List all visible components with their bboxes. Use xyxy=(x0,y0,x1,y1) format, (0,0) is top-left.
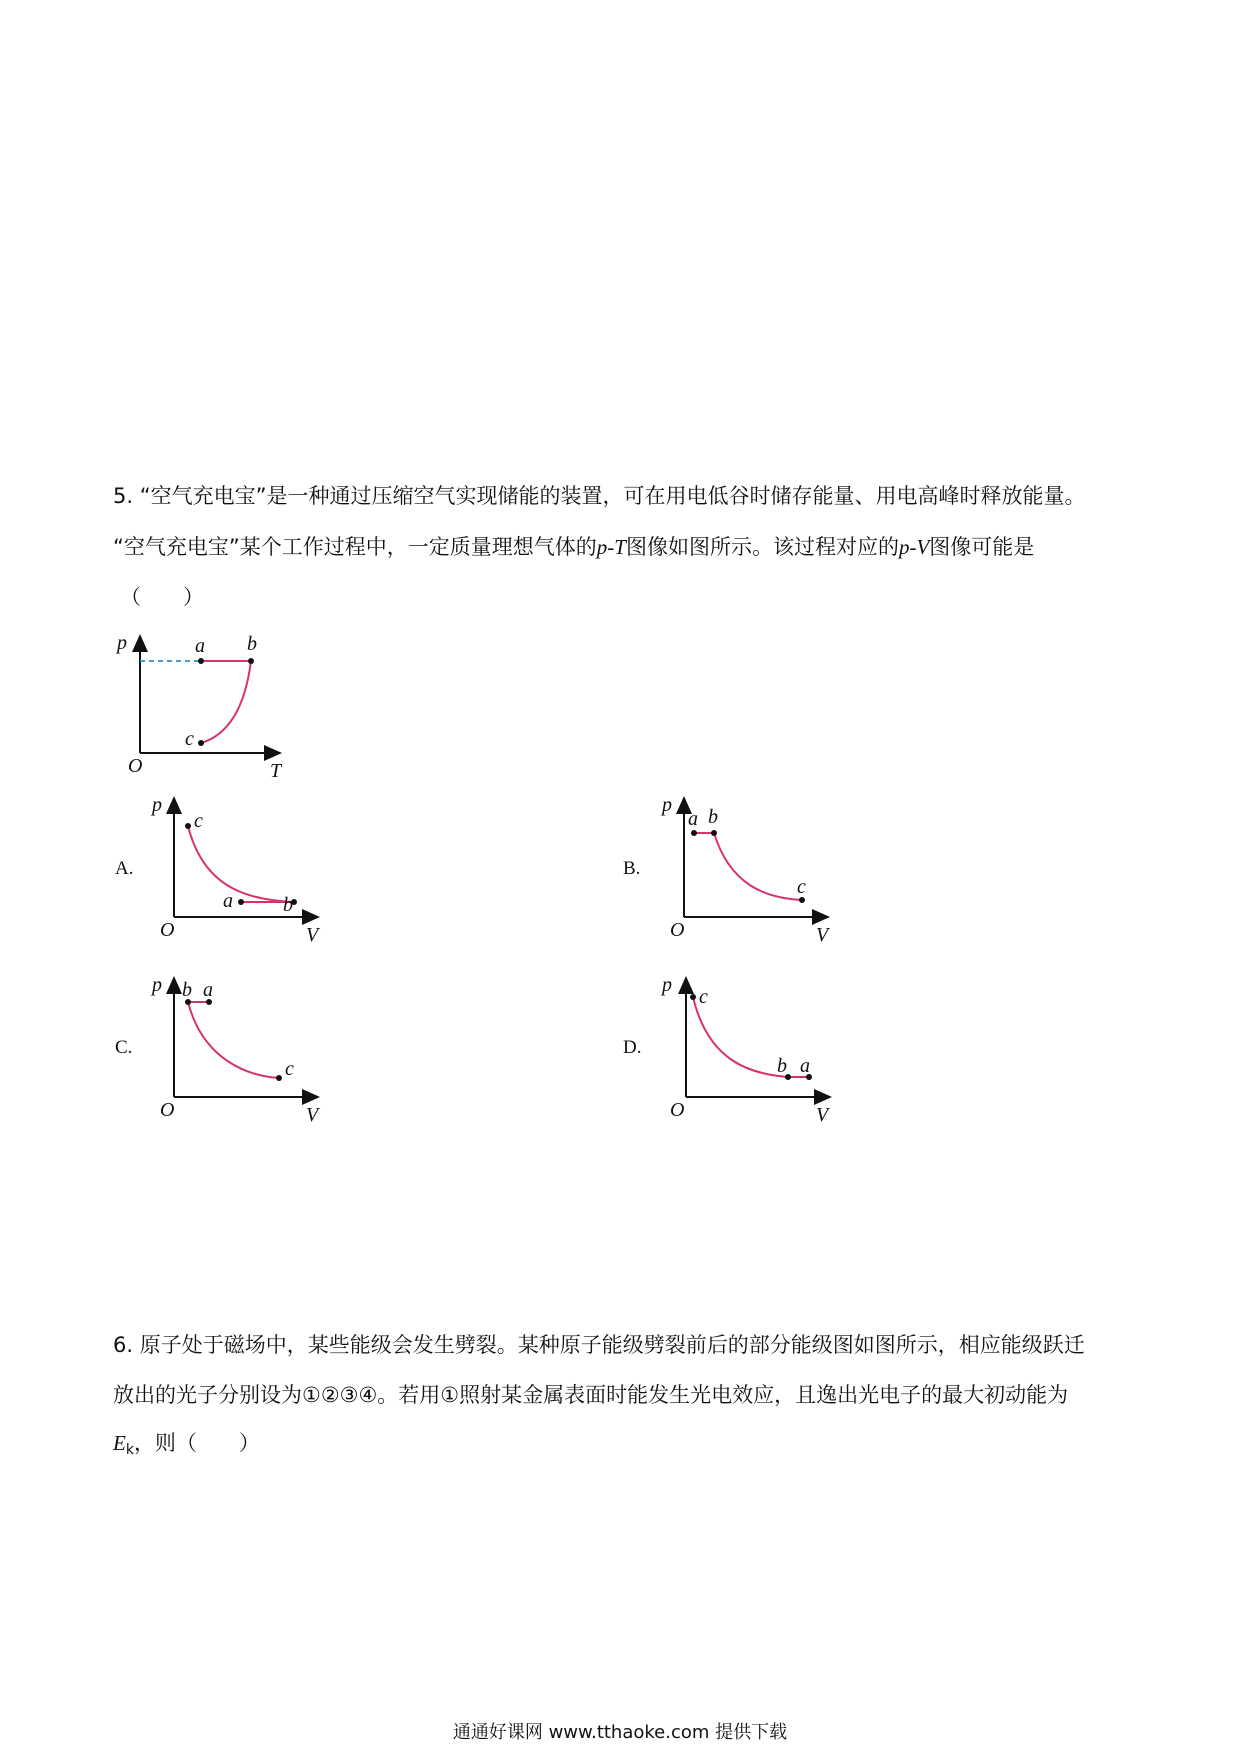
option-d-label-2: b xyxy=(777,1055,787,1077)
option-c-point-3 xyxy=(276,1075,282,1081)
q6-line-3-post: ，则（ ） xyxy=(133,1431,260,1455)
option-b-y-label: p xyxy=(662,794,672,816)
option-c-curve xyxy=(188,1002,279,1078)
option-d-label-3: a xyxy=(800,1055,810,1077)
option-d-label-1: c xyxy=(699,986,708,1008)
option-c-origin-label: O xyxy=(160,1099,175,1121)
q5-var-pt: p-T xyxy=(596,535,626,559)
q5-line-2-mid: 图像如图所示。该过程对应的 xyxy=(625,535,899,559)
pt-point-a xyxy=(198,658,204,664)
pt-point-b xyxy=(248,658,254,664)
option-c-label-1: b xyxy=(182,979,192,1001)
option-b-curve xyxy=(714,833,802,900)
option-a-point-2 xyxy=(238,899,244,905)
q5-line-1: 5. “空气充电宝”是一种通过压缩空气实现储能的装置，可在用电低谷时储存能量、用电高峰时释放能量。 xyxy=(113,484,1086,508)
option-b-graph xyxy=(660,790,850,946)
pt-y-label: p xyxy=(117,632,127,654)
option-d-point-1 xyxy=(690,994,696,1000)
option-c-label: C. xyxy=(115,1037,133,1058)
q6-var-e-sub: k xyxy=(125,1442,134,1458)
q6-line-3 xyxy=(113,1430,260,1463)
option-b-label-1: a xyxy=(688,808,698,830)
option-d-origin-label: O xyxy=(670,1099,685,1121)
q6-line-2: 放出的光子分别设为①②③④。若用①照射某金属表面时能发生光电效应，且逸出光电子的最大初动能为 xyxy=(113,1383,1069,1407)
option-b-x-label: V xyxy=(816,924,829,946)
page-footer: 通通好课网 www.tthaoke.com 提供下载 xyxy=(452,1722,788,1743)
option-a-origin-label: O xyxy=(160,919,175,941)
option-a-curve xyxy=(188,826,294,902)
option-c-graph xyxy=(148,970,338,1126)
option-c-label-2: a xyxy=(203,979,213,1001)
option-a-x-label: V xyxy=(306,924,319,946)
option-b-origin-label: O xyxy=(670,919,685,941)
pt-x-label: T xyxy=(270,760,282,782)
pt-label-b: b xyxy=(247,633,257,655)
option-d-curve xyxy=(693,997,788,1077)
option-b-label: B. xyxy=(623,858,641,879)
option-b-label-3: c xyxy=(797,876,806,898)
option-d-graph xyxy=(660,970,850,1126)
option-a-label-3: b xyxy=(283,894,293,916)
pt-graph xyxy=(110,628,300,782)
option-b-point-2 xyxy=(711,830,717,836)
pt-point-c xyxy=(198,740,204,746)
q5-line-2-post: 图像可能是 xyxy=(929,535,1035,559)
q5-line-2 xyxy=(113,534,1034,560)
option-c-x-label: V xyxy=(306,1104,319,1126)
option-a-label: A. xyxy=(115,858,134,879)
pt-label-c: c xyxy=(185,728,194,750)
option-b-point-1 xyxy=(691,830,697,836)
option-c-y-label: p xyxy=(152,974,162,996)
option-d-y-label: p xyxy=(662,974,672,996)
pt-origin-label: O xyxy=(128,755,143,777)
pt-label-a: a xyxy=(195,635,205,657)
option-b-label-2: b xyxy=(708,806,718,828)
option-a-graph xyxy=(148,790,338,946)
q5-line-3: （ ） xyxy=(120,585,204,609)
option-a-y-label: p xyxy=(152,794,162,816)
q6-line-1: 6. 原子处于磁场中，某些能级会发生劈裂。某种原子能级劈裂前后的部分能级图如图所示，相应能级跃迁 xyxy=(113,1333,1085,1357)
option-a-point-1 xyxy=(185,823,191,829)
q6-var-e: E xyxy=(113,1431,126,1455)
pt-curve-bc xyxy=(201,661,251,743)
option-a-label-2: a xyxy=(223,890,233,912)
option-d-x-label: V xyxy=(816,1104,829,1126)
option-c-label-3: c xyxy=(285,1058,294,1080)
option-a-label-1: c xyxy=(194,810,203,832)
q5-var-pv: p-V xyxy=(898,535,930,559)
option-d-label: D. xyxy=(623,1037,642,1058)
q5-line-2-pre: “空气充电宝”某个工作过程中，一定质量理想气体的 xyxy=(113,535,597,559)
